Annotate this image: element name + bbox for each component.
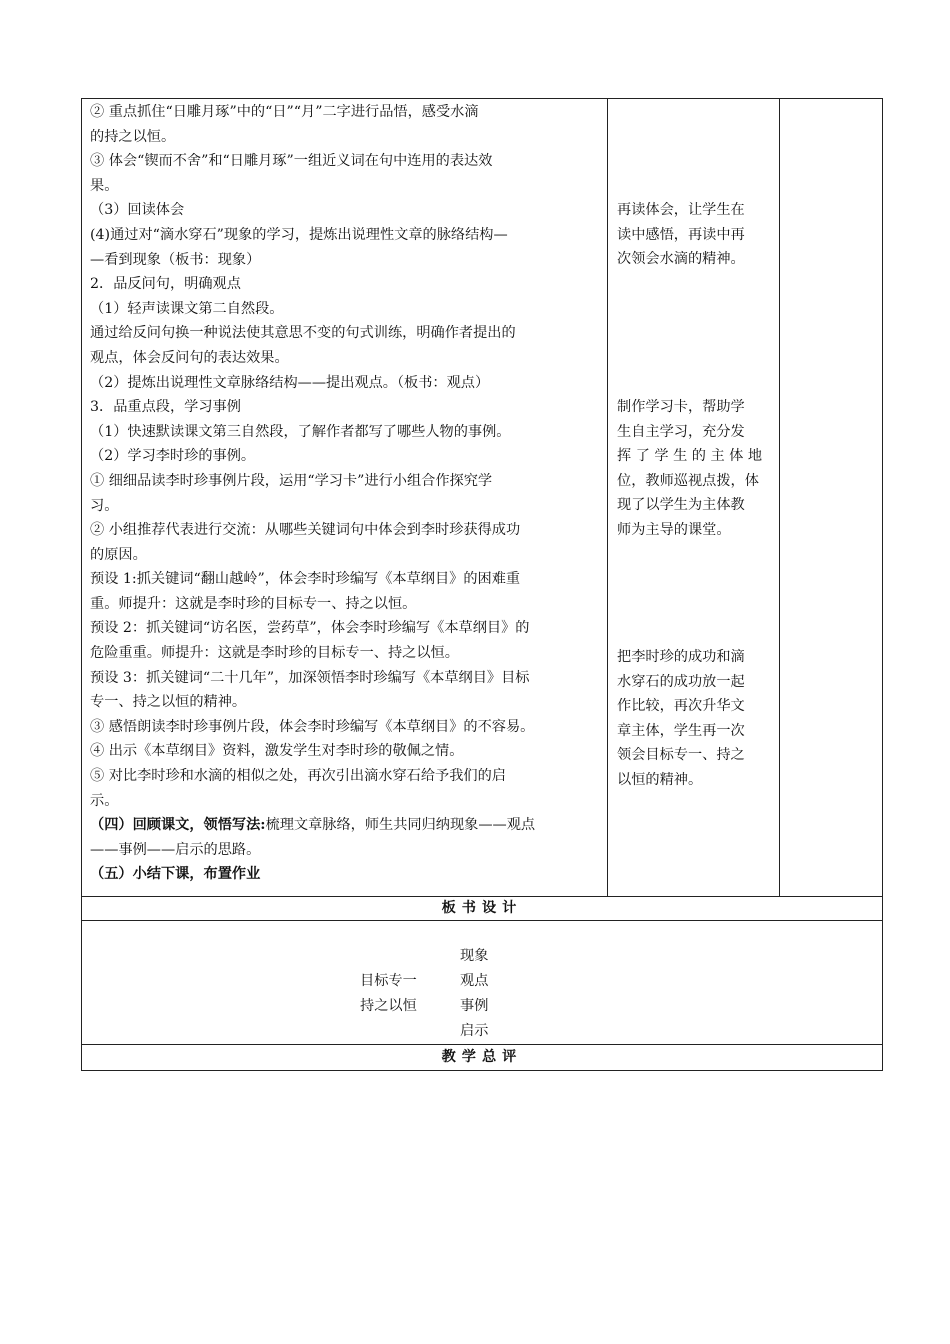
- lesson-line: 观点，体会反问句的表达效果。: [90, 349, 289, 366]
- board-item: 启示: [460, 1023, 489, 1039]
- lesson-line: 2．品反问句，明确观点: [90, 276, 241, 293]
- board-item: 事例: [460, 998, 489, 1014]
- evaluation-header: 教学总评: [441, 1049, 523, 1065]
- teaching-process-cell: [82, 99, 608, 896]
- lesson-line: 的原因。: [90, 546, 147, 563]
- design-note-reread: [617, 198, 773, 272]
- lesson-line: 危险重重。师提升：这就是李时珍的目标专一、持之以恒。: [90, 645, 459, 662]
- review-line-2: ——事例——启示的思路。: [90, 841, 261, 858]
- board-design-header: 板书设计: [82, 897, 882, 921]
- lesson-line: （1）快速默读课文第三自然段，了解作者都写了哪些人物的事例。: [90, 423, 511, 440]
- board-left-label-2: 持之以恒: [360, 998, 417, 1014]
- note-line: 章主体，学生再一次: [617, 722, 745, 739]
- note-line: 生自主学习，充分发: [617, 423, 745, 440]
- lesson-line: ② 重点抓住“日雕月琢”中的“日”“月”二字进行品悟，感受水滴: [90, 104, 479, 120]
- note-line: 读中感悟，再读中再: [617, 226, 745, 243]
- note-line: 再读体会，让学生在: [617, 202, 745, 218]
- lesson-line: ④ 出示《本草纲目》资料，激发学生对李时珍的敬佩之情。: [90, 743, 464, 760]
- lesson-line: (4)通过对“滴水穿石”现象的学习，提炼出说理性文章的脉络结构—: [90, 226, 508, 243]
- lesson-line: ③ 感悟朗读李时珍事例片段，体会李时珍编写《本草纲目》的不容易。: [90, 718, 535, 735]
- lesson-line: 预设 1:抓关键词“翻山越岭”，体会李时珍编写《本草纲目》的困难重: [90, 571, 521, 588]
- lesson-line: 的持之以恒。: [90, 128, 176, 145]
- board-left-label-1: 目标专一: [360, 973, 417, 989]
- lesson-plan-table: [81, 98, 883, 1071]
- lesson-line: 重。师提升：这就是李时珍的目标专一、持之以恒。: [90, 595, 417, 612]
- lesson-line: 预设 2：抓关键词“访名医，尝药草”，体会李时珍编写《本草纲目》的: [90, 620, 530, 637]
- lesson-line: 示。: [90, 792, 119, 809]
- note-line: 挥 了 学 生 的 主 体 地: [617, 448, 763, 465]
- empty-notes-cell: [780, 99, 882, 896]
- lesson-line: 果。: [90, 177, 119, 194]
- review-heading: （四）回顾课文，领悟写法:: [90, 817, 266, 834]
- lesson-line: （2）提炼出说理性文章脉络结构——提出观点。（板书：观点）: [90, 374, 490, 391]
- note-line: 作比较，再次升华文: [617, 698, 745, 715]
- lesson-line: —看到现象（板书：现象）: [90, 251, 261, 268]
- board-design-cell: [82, 921, 882, 1045]
- note-line: 水穿石的成功放一起: [617, 673, 745, 690]
- note-line: 次领会水滴的精神。: [617, 251, 745, 268]
- lesson-line: 3．品重点段，学习事例: [90, 399, 241, 416]
- board-item: 观点: [460, 973, 489, 989]
- lesson-line: （3）回读体会: [90, 202, 185, 219]
- lesson-line: 习。: [90, 497, 119, 514]
- lesson-line: ① 细细品读李时珍事例片段，运用“学习卡”进行小组合作探究学: [90, 472, 493, 489]
- design-note-compare: [617, 645, 773, 793]
- note-line: 位，教师巡视点拨，体: [617, 472, 759, 489]
- lesson-line: 预设 3：抓关键词“二十几年”，加深领悟李时珍编写《本草纲目》目标: [90, 669, 530, 686]
- note-line: 把李时珍的成功和滴: [617, 649, 745, 665]
- lesson-line: （2）学习李时珍的事例。: [90, 448, 256, 465]
- note-line: 师为主导的课堂。: [617, 521, 731, 538]
- lesson-process-row: [82, 99, 882, 897]
- lesson-line: （1）轻声读课文第二自然段。: [90, 300, 284, 317]
- note-line: 现了以学生为主体教: [617, 497, 745, 514]
- lesson-line: ③ 体会“锲而不舍”和“日雕月琢”一组近义词在句中连用的表达效: [90, 153, 493, 170]
- review-line: [90, 813, 601, 838]
- design-intent-cell: [608, 99, 780, 896]
- lesson-line: 通过给反问句换一种说法使其意思不变的句式训练，明确作者提出的: [90, 325, 516, 342]
- lesson-line: ⑤ 对比李时珍和水滴的相似之处，再次引出滴水穿石给予我们的启: [90, 768, 506, 785]
- design-note-study-card: [617, 395, 773, 543]
- summary-heading: （五）小结下课，布置作业: [90, 866, 261, 883]
- lesson-line: ② 小组推荐代表进行交流：从哪些关键词句中体会到李时珍获得成功: [90, 522, 521, 539]
- review-text: 梳理文章脉络，师生共同归纳现象——观点: [265, 817, 536, 834]
- note-line: 以恒的精神。: [617, 771, 703, 788]
- note-line: 制作学习卡，帮助学: [617, 399, 745, 415]
- lesson-line: 专一、持之以恒的精神。: [90, 694, 247, 711]
- board-item: 现象: [460, 948, 489, 964]
- note-line: 领会目标专一、持之: [617, 747, 745, 764]
